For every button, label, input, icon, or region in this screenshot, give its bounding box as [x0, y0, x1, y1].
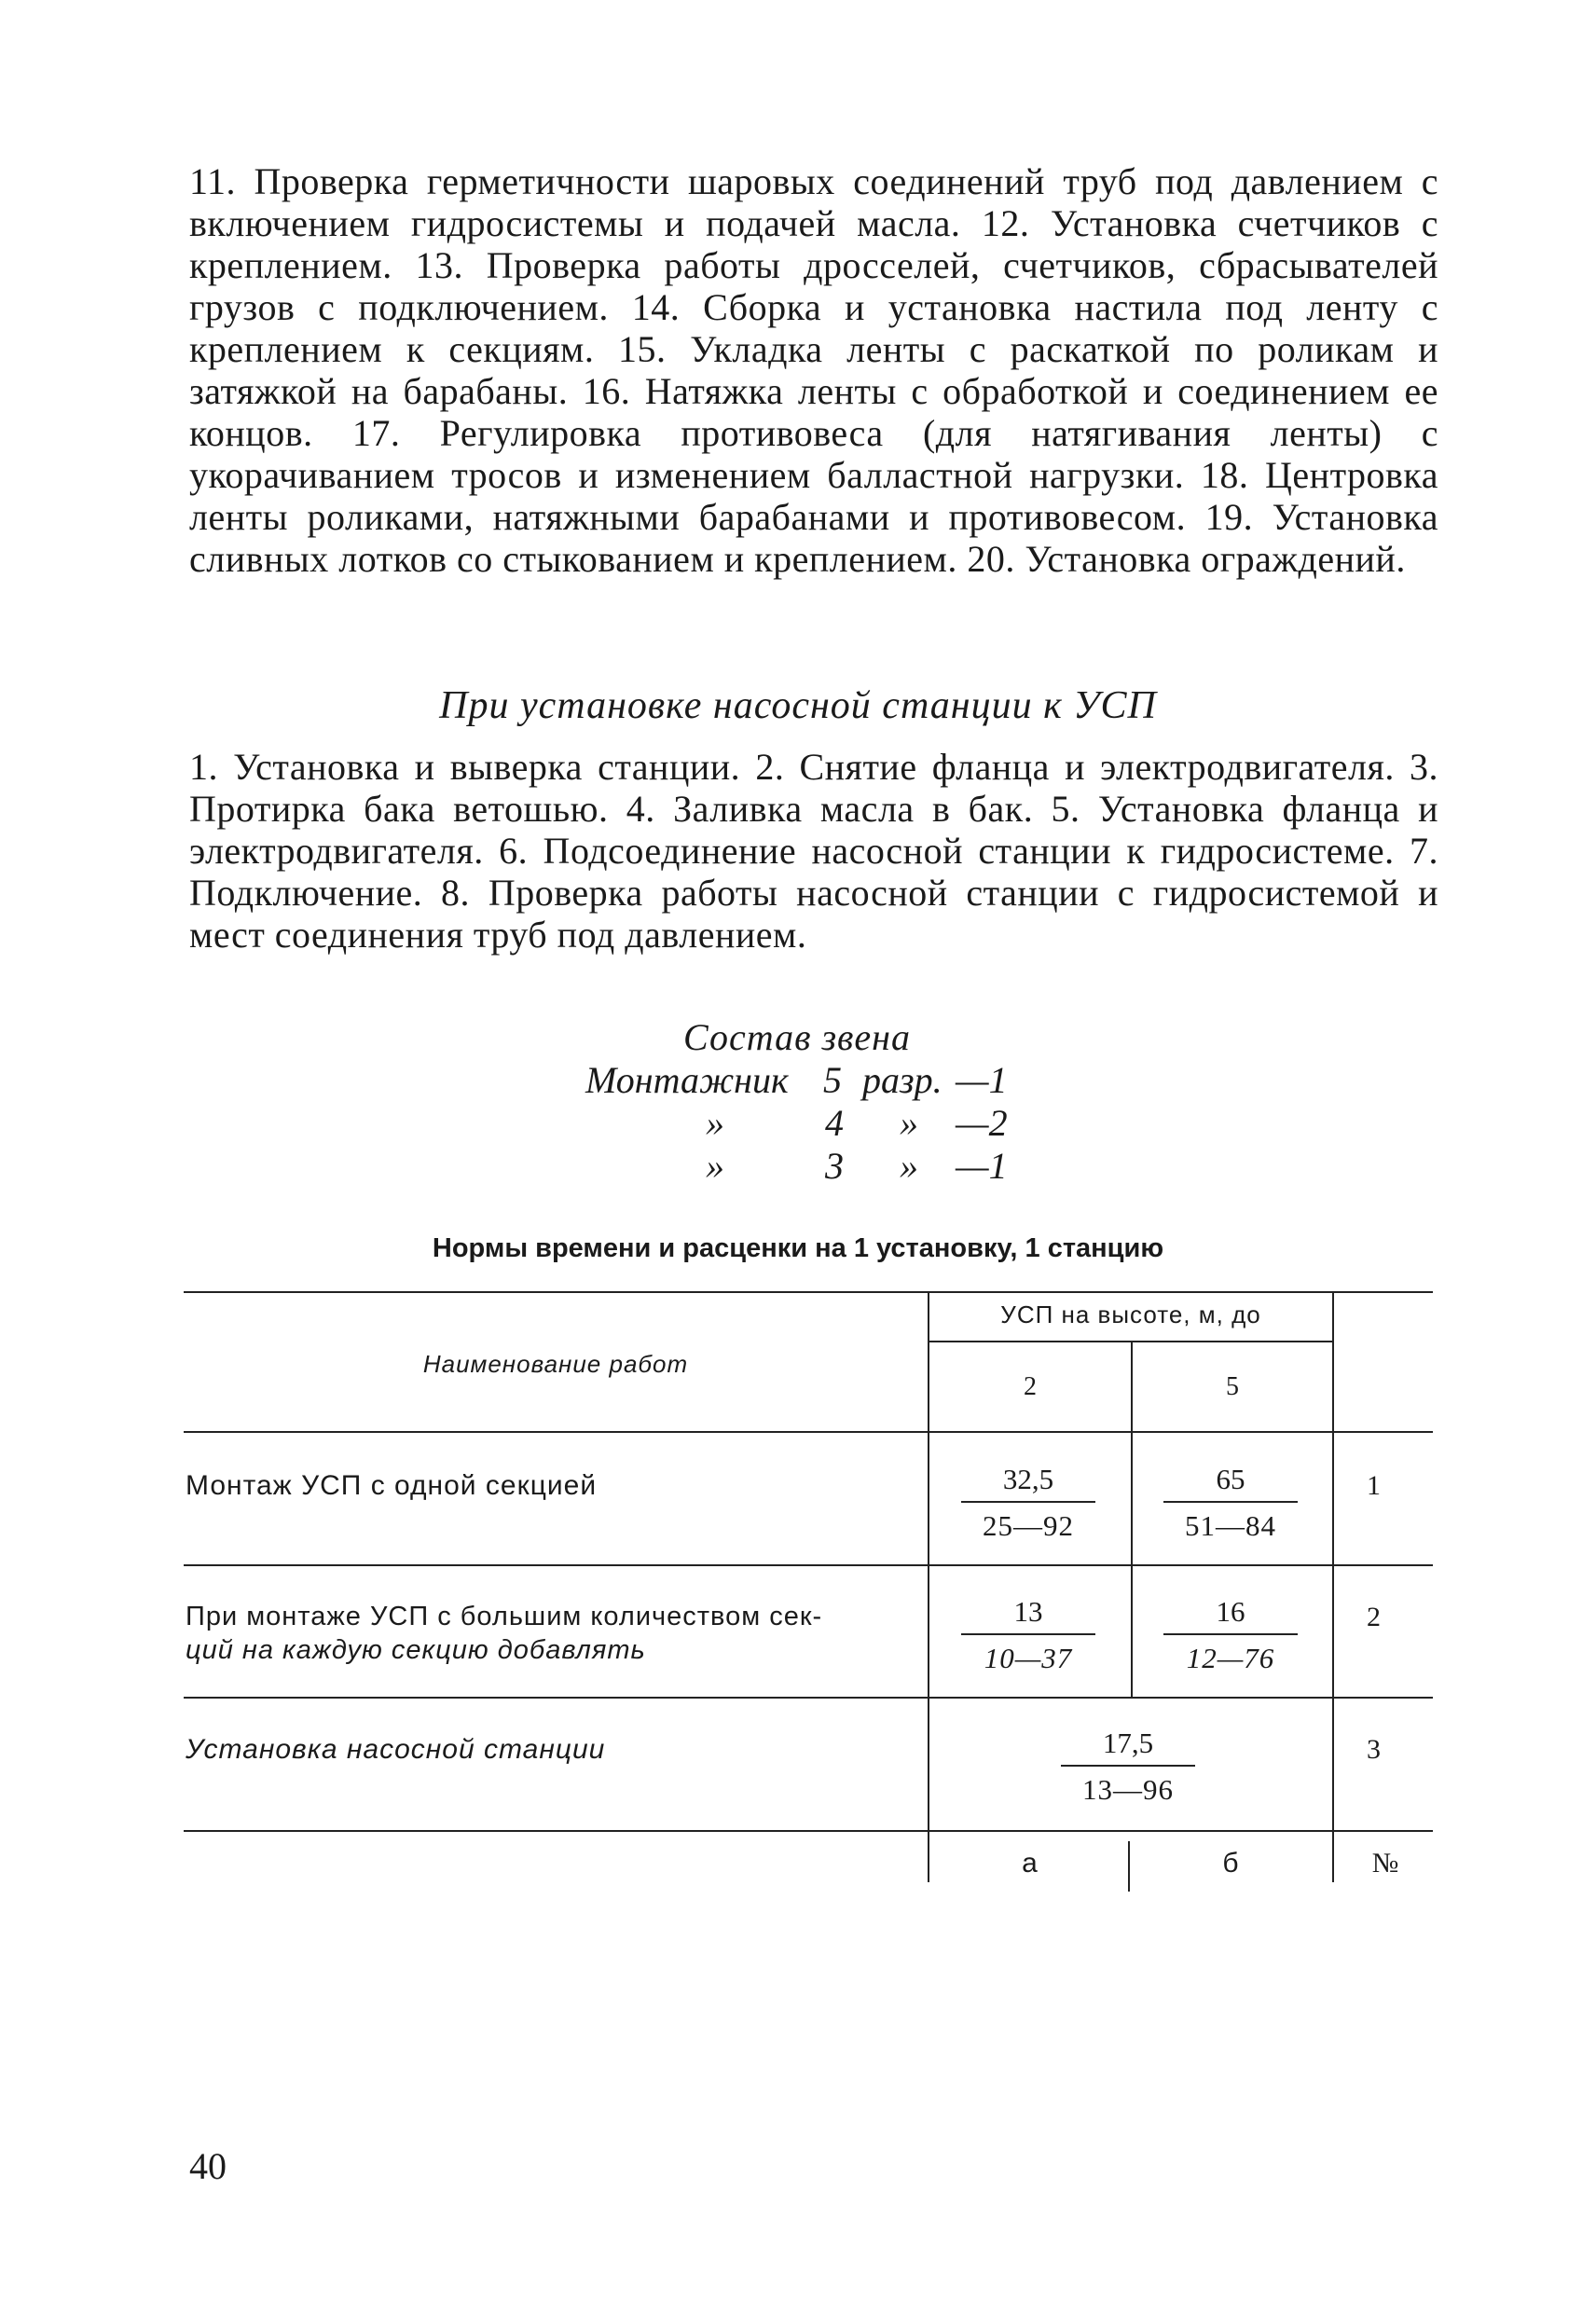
header-col-a: 2: [1024, 1372, 1037, 1401]
fraction-bar: [1163, 1633, 1298, 1635]
crew-unit-3: »: [900, 1145, 918, 1187]
crew-count-3: —1: [956, 1145, 1008, 1187]
row2-b-norm: 16: [1216, 1595, 1245, 1628]
table-col-line-no: [1332, 1291, 1334, 1830]
table-row-rule-2: [184, 1697, 1433, 1699]
paragraph-pump-station-operations: 1. Установка и выверка станции. 2. Снятие фланца и электродвигателя. 3. Протирка бака ветошью. 4. Заливка масла в бак. 5. Установка фланца и электродвигателя. 6. Подсоединение насосной станции к гидросистеме. 7. Подключение. 8. Проверка работы насосной станции с гидросистемой и мест соединения труб под давлением.: [189, 746, 1438, 956]
crew-role-1: Монтажник: [585, 1059, 789, 1101]
row2-name-line1: При монтаже УСП с большим количеством сек-: [186, 1602, 823, 1631]
header-col-b: 5: [1226, 1372, 1239, 1401]
crew-title: Состав звена: [683, 1016, 912, 1058]
table-caption: Нормы времени и расценки на 1 установку, 1 станцию: [432, 1233, 1164, 1263]
fraction-bar: [961, 1633, 1095, 1635]
row1-b-norm: 65: [1216, 1463, 1245, 1495]
crew-unit-1: разр.: [862, 1059, 942, 1101]
row3-name: Установка насосной станции: [186, 1734, 606, 1765]
row1-a-norm: 32,5: [1002, 1463, 1054, 1495]
row2-a-rate: 10—37: [984, 1642, 1073, 1674]
footer-label-no: №: [1371, 1848, 1399, 1878]
row1-col-a-fraction: [944, 1462, 1112, 1544]
row3-merged-fraction: [1044, 1726, 1212, 1808]
row2-b-rate: 12—76: [1186, 1642, 1275, 1674]
fraction-bar: [1163, 1501, 1298, 1503]
header-height-group: УСП на высоте, м, до: [1000, 1300, 1261, 1328]
row3-norm: 17,5: [1102, 1727, 1154, 1759]
crew-unit-2: »: [900, 1102, 918, 1144]
row2-a-norm: 13: [1013, 1595, 1043, 1628]
row2-number: 2: [1367, 1602, 1381, 1632]
crew-count-2: —2: [956, 1102, 1008, 1144]
table-header-rule: [184, 1431, 1433, 1433]
fraction-bar: [961, 1501, 1095, 1503]
paragraph-operations-11-20: 11. Проверка герметичности шаровых соединений труб под давлением с включением гидросистемы и подачей масла. 12. Установка счетчиков с креплением. 13. Проверка работы дросселей, счетчиков, сбрасывателей грузов с подключением. 14. Сборка и установка настила под ленту с креплением к секциям. 15. Укладка ленты с раскаткой по роликам и затяжкой на барабаны. 16. Натяжка ленты с обработкой и соединением ее концов. 17. Регулировка противовеса (для натягивания ленты) с укорачиванием тросов и изменением балластной нагрузки. 18. Центровка ленты роликами, натяжными барабанами и противовесом. 19. Установка сливных лотков со стыкованием и креплением. 20. Установка ограждений.: [189, 160, 1438, 580]
crew-count-1: —1: [956, 1059, 1008, 1101]
row1-b-rate: 51—84: [1185, 1509, 1276, 1542]
row3-number: 3: [1367, 1734, 1381, 1765]
crew-role-3: »: [706, 1145, 724, 1187]
row1-a-rate: 25—92: [983, 1509, 1074, 1542]
row2-name-line2: ций на каждую секцию добавлять: [186, 1635, 646, 1665]
section-heading: При установке насосной станции к УСП: [439, 684, 1157, 727]
row3-rate: 13—96: [1082, 1773, 1174, 1806]
row2-col-a-fraction: [944, 1594, 1112, 1676]
footer-label-a: а: [1022, 1848, 1039, 1878]
table-bottom-rule: [184, 1830, 1433, 1832]
crew-grade-3: 3: [825, 1145, 844, 1187]
table-row-rule-1: [184, 1564, 1433, 1566]
crew-grade-2: 4: [825, 1102, 844, 1144]
row1-col-b-fraction: [1147, 1462, 1314, 1544]
header-work-name: Наименование работ: [422, 1350, 689, 1378]
row1-number: 1: [1367, 1470, 1381, 1501]
crew-role-2: »: [706, 1102, 724, 1144]
footer-label-b: б: [1222, 1848, 1240, 1878]
row2-col-b-fraction: [1147, 1594, 1314, 1676]
crew-grade-1: 5: [823, 1059, 842, 1101]
fraction-bar: [1061, 1765, 1195, 1767]
row1-name: Монтаж УСП с одной секцией: [186, 1470, 598, 1501]
page-number: 40: [189, 2145, 227, 2187]
table-top-rule: [184, 1291, 1433, 1293]
